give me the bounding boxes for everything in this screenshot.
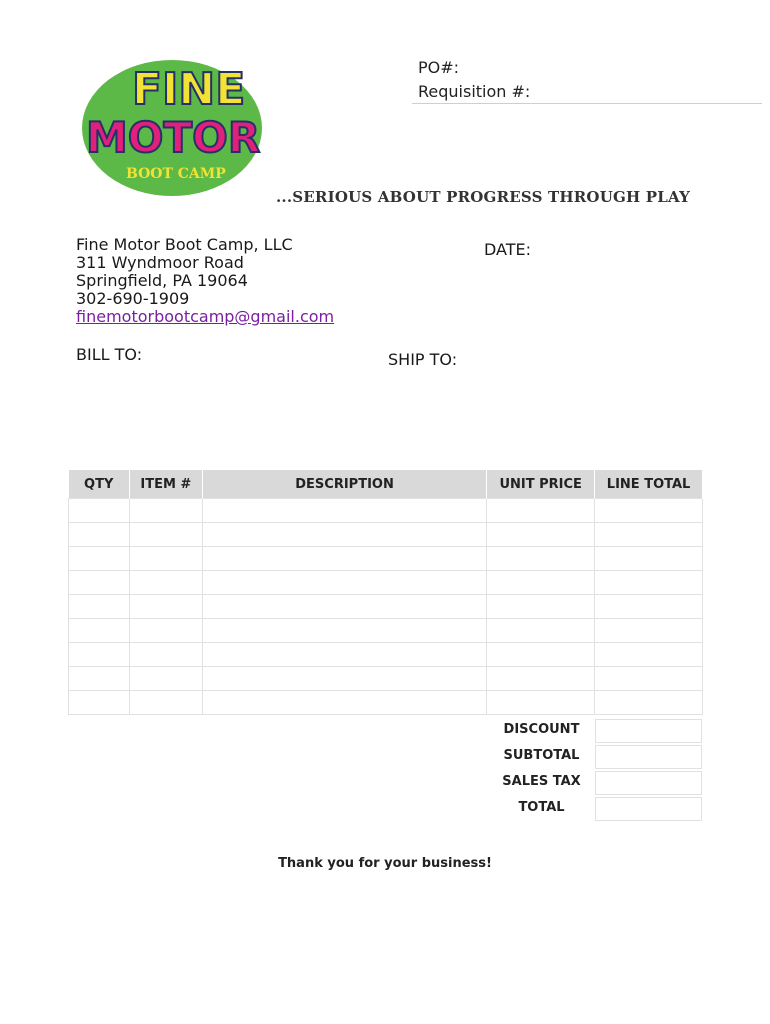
company-phone: 302-690-1909	[76, 289, 190, 308]
po-label: PO#:	[418, 58, 460, 77]
logo-word-motor: MOTOR	[86, 113, 261, 162]
table-cell[interactable]	[595, 499, 703, 523]
table-cell[interactable]	[69, 571, 130, 595]
company-email-link[interactable]: finemotorbootcamp@gmail.com	[76, 307, 335, 326]
bill-to-label: BILL TO:	[76, 345, 143, 364]
header-unit-price: UNIT PRICE	[487, 470, 595, 499]
table-row	[69, 643, 703, 667]
company-city: Springfield, PA 19064	[76, 271, 248, 290]
table-cell[interactable]	[129, 595, 202, 619]
table-cell[interactable]	[595, 691, 703, 715]
po-divider	[412, 103, 762, 104]
table-cell[interactable]	[202, 667, 487, 691]
table-cell[interactable]	[595, 595, 703, 619]
table-cell[interactable]	[202, 547, 487, 571]
subtotal-field[interactable]	[595, 745, 702, 769]
table-cell[interactable]	[69, 643, 130, 667]
discount-label: DISCOUNT	[503, 722, 580, 737]
table-cell[interactable]	[129, 523, 202, 547]
table-cell[interactable]	[595, 619, 703, 643]
logo-word-fine: FINE	[132, 64, 246, 115]
table-cell[interactable]	[69, 619, 130, 643]
subtotal-label: SUBTOTAL	[503, 748, 580, 763]
table-cell[interactable]	[69, 499, 130, 523]
table-row	[69, 595, 703, 619]
table-row	[69, 547, 703, 571]
sales-tax-label: SALES TAX	[502, 774, 581, 789]
total-label: TOTAL	[518, 800, 565, 815]
header-qty: QTY	[69, 470, 130, 499]
table-cell[interactable]	[487, 619, 595, 643]
ship-to-label: SHIP TO:	[388, 350, 458, 369]
table-row	[69, 571, 703, 595]
discount-field[interactable]	[595, 719, 702, 743]
table-cell[interactable]	[129, 619, 202, 643]
header-item-number: ITEM #	[129, 470, 202, 499]
table-row	[69, 499, 703, 523]
header-description: DESCRIPTION	[202, 470, 487, 499]
fine-motor-logo	[80, 52, 272, 198]
table-cell[interactable]	[129, 667, 202, 691]
table-cell[interactable]	[595, 523, 703, 547]
table-cell[interactable]	[487, 595, 595, 619]
table-cell[interactable]	[69, 523, 130, 547]
tagline: ...SERIOUS ABOUT PROGRESS THROUGH PLAY	[276, 188, 690, 206]
sales-tax-field[interactable]	[595, 771, 702, 795]
table-cell[interactable]	[595, 571, 703, 595]
table-cell[interactable]	[487, 643, 595, 667]
table-cell[interactable]	[487, 571, 595, 595]
logo-word-boot-camp: BOOT CAMP	[126, 166, 226, 182]
total-field[interactable]	[595, 797, 702, 821]
table-row	[69, 691, 703, 715]
table-row	[69, 619, 703, 643]
table-cell[interactable]	[69, 691, 130, 715]
thank-you-note: Thank you for your business!	[278, 856, 492, 871]
header-line-total: LINE TOTAL	[595, 470, 703, 499]
table-row	[69, 667, 703, 691]
table-cell[interactable]	[69, 667, 130, 691]
table-cell[interactable]	[595, 667, 703, 691]
table-cell[interactable]	[129, 643, 202, 667]
table-row	[69, 523, 703, 547]
company-address	[76, 236, 334, 326]
table-cell[interactable]	[129, 691, 202, 715]
table-cell[interactable]	[69, 547, 130, 571]
table-cell[interactable]	[202, 643, 487, 667]
table-cell[interactable]	[487, 523, 595, 547]
line-items-table	[68, 470, 703, 715]
table-cell[interactable]	[202, 523, 487, 547]
date-label: DATE:	[484, 240, 532, 259]
table-cell[interactable]	[595, 547, 703, 571]
company-street: 311 Wyndmoor Road	[76, 253, 244, 272]
table-cell[interactable]	[69, 595, 130, 619]
table-cell[interactable]	[202, 595, 487, 619]
requisition-label: Requisition #:	[418, 82, 531, 101]
table-cell[interactable]	[487, 499, 595, 523]
po-block	[418, 56, 530, 104]
table-cell[interactable]	[202, 571, 487, 595]
table-cell[interactable]	[487, 691, 595, 715]
company-name: Fine Motor Boot Camp, LLC	[76, 235, 293, 254]
table-cell[interactable]	[202, 691, 487, 715]
table-cell[interactable]	[487, 547, 595, 571]
table-cell[interactable]	[487, 667, 595, 691]
table-cell[interactable]	[202, 499, 487, 523]
table-cell[interactable]	[129, 547, 202, 571]
table-cell[interactable]	[129, 499, 202, 523]
table-cell[interactable]	[129, 571, 202, 595]
table-cell[interactable]	[595, 643, 703, 667]
table-cell[interactable]	[202, 619, 487, 643]
table-header-row	[69, 470, 703, 499]
